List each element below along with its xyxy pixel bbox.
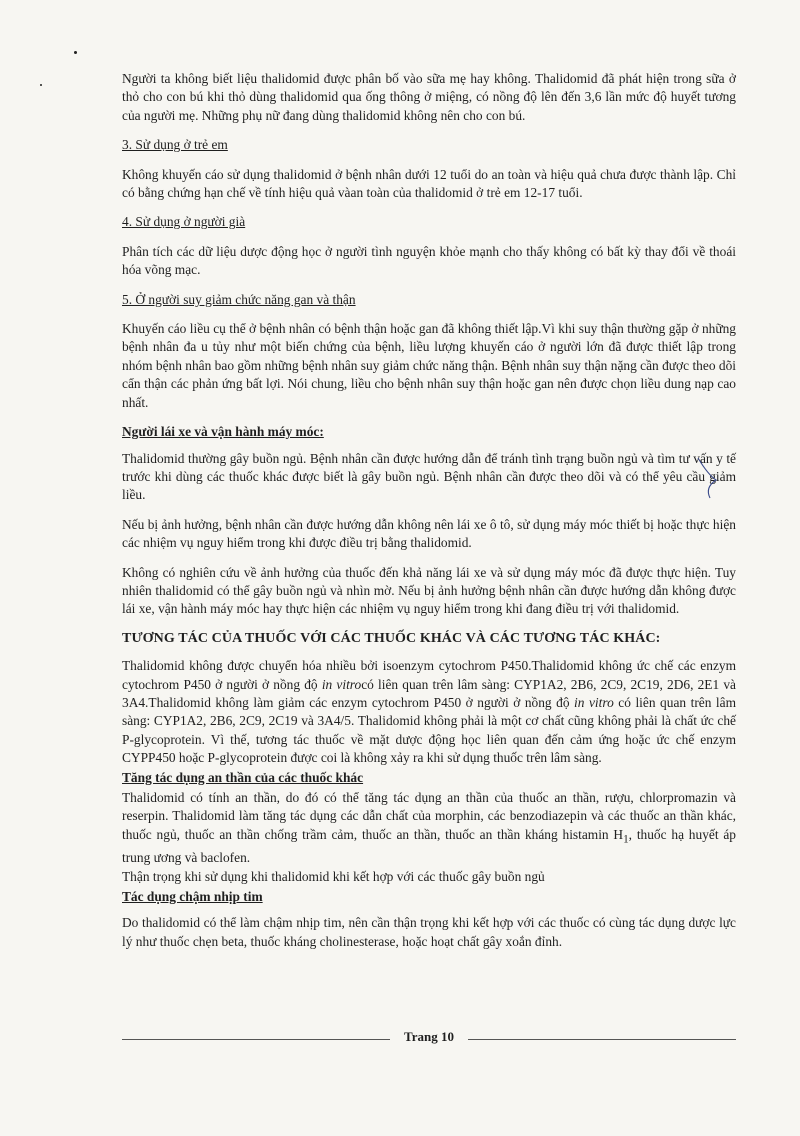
interactions-text-a: Thalidomid không được chuyển hóa nhiều bởi isoenzym cytochrom P450.Thalidomid không ức chế các enzym cytochrom P450 ở người ở nồng độ: [122, 658, 736, 692]
sedative-caution-paragraph: Thận trọng khi sử dụng khi thalidomid khi kết hợp với các thuốc gây buồn ngủ: [122, 869, 545, 885]
document-body: [122, 70, 736, 962]
driving-paragraph-3: Không có nghiên cứu về ảnh hưởng của thuốc đến khả năng lái xe và sử dụng máy móc đã được thực hiện. Tuy nhiên thalidomid có thể gây buồn ngủ và nhìn mờ. Nếu bị ảnh hưởng bệnh nhân cần được hướng dẫn không được lái xe, vận hành máy móc hay thực hiện các nhiệm vụ nguy hiểm trong khi đang điều trị với thalidomid.: [122, 564, 736, 617]
interactions-italic-2: in vitro: [574, 694, 614, 710]
driving-paragraph-1: Thalidomid thường gây buồn ngủ. Bệnh nhân cần được hướng dẫn để tránh tình trạng buồn ngủ và tìm tư vấn y tế trước khi dùng các thuốc khác được biết là gây buồn ngủ. Bệnh nhân cần được theo dõi và có thể yêu cầu giảm liều.: [122, 450, 736, 503]
section-heading-bradycardia: Tác dụng chậm nhịp tim: [122, 888, 263, 904]
elderly-paragraph: Phân tích các dữ liệu dược động học ở người tình nguyện khỏe mạnh cho thấy không có bất kỳ thay đổi về thoái hóa võng mạc.: [122, 243, 736, 278]
section-heading-interactions: TƯƠNG TÁC CỦA THUỐC VỚI CÁC THUỐC KHÁC VÀ CÁC TƯƠNG TÁC KHÁC:: [122, 630, 661, 646]
sedative-text-a: Thalidomid có tính an thần, do đó có thể tăng tác dụng an thần của thuốc an thần, rượu, chlorpromazin và reserpin. Thalidomid làm tăng tác dụng các dẫn chất của morphin, các benzodiazepin và các thuốc an thần khác, thuốc ngủ, thuốc an thần chống trầm cảm, thuốc an thần, thuốc an thần kháng histamin H: [122, 790, 736, 842]
footer-rule-right: [468, 1039, 736, 1040]
interactions-italic-1: in vitro: [321, 676, 362, 692]
scan-speck: [74, 51, 77, 54]
pen-annotation-icon: [694, 454, 728, 504]
page-number: Trang 10: [404, 1029, 454, 1044]
interactions-paragraph: [122, 657, 736, 767]
driving-paragraph-2: Nếu bị ảnh hưởng, bệnh nhân cần được hướng dẫn không nên lái xe ô tô, sử dụng máy móc thiết bị hoặc thực hiện các nhiệm vụ nguy hiểm trong khi được điều trị bằng thalidomid.: [122, 516, 736, 551]
children-paragraph: Không khuyến cáo sử dụng thalidomid ở bệnh nhân dưới 12 tuổi do an toàn và hiệu quả chưa được thành lập. Chỉ có bằng chứng hạn chế về tính hiệu quả vàan toàn của thalidomid ở trẻ em 12-17 tuổi.: [122, 166, 736, 201]
section-heading-children: 3. Sử dụng ở trẻ em: [122, 137, 228, 153]
sedative-subscript: 1: [623, 833, 629, 846]
interactions-text-b: có liên quan trên lâm sàng: CYP1A2, 2B6, 2C9, 2C19, 2D6, 2E1 và 3A4.Thalidomid không làm giảm các enzym cytochrom P450 ở người ở nồng độ: [122, 676, 736, 710]
section-heading-renal-hepatic: 5. Ở người suy giảm chức năng gan và thận: [122, 291, 356, 307]
footer-rule-left: [122, 1039, 390, 1040]
scan-speck: [40, 84, 42, 86]
sedative-paragraph: [122, 789, 736, 867]
sedative-text-b: , thuốc hạ huyết áp trung ương và baclofen.: [122, 826, 736, 865]
section-heading-elderly: 4. Sử dụng ở người già: [122, 214, 246, 230]
breastfeeding-paragraph: Người ta không biết liệu thalidomid được phân bố vào sữa mẹ hay không. Thalidomid đã phát hiện trong sữa ở thỏ cho con bú khi thỏ dùng thalidomid qua ống thông ở miệng, có nồng độ lên đến 3,6 lần mức độ huyết tương của người mẹ. Những phụ nữ đang dùng thalidomid không nên cho con bú.: [122, 71, 736, 123]
renal-hepatic-paragraph: Khuyến cáo liều cụ thể ở bệnh nhân có bệnh thận hoặc gan đã không thiết lập.Vì khi suy thận thường gặp ở những bệnh nhân đa u tủy như một biến chứng của bệnh, liều lượng khuyến cáo ở người lớn đã được thiết lập trong nhóm bệnh nhân bao gồm những bệnh nhân suy giảm chức năng thận. Bệnh nhân suy thận nặng cần được theo dõi cẩn thận các phản ứng bất lợi. Nói chung, liều cho bệnh nhân suy thận hoặc gan nên được chọn liều dung nạp cao nhất.: [122, 321, 736, 410]
section-heading-sedative: Tăng tác dụng an thần của các thuốc khác: [122, 769, 364, 785]
page-footer: [122, 1029, 736, 1049]
interactions-text-c: có liên quan trên lâm sàng: CYP1A2, 2B6, 2C9, 2C19 và 3A4/5. Thalidomid không phải là một cơ chất cũng không phải là chất ức chế P-glycoprotein. Vì thế, tương tác thuốc về mặt dược động học liên quan đến cảm ứng hoặc ức chế enzym CYPP450 hoặc P-glycoprotein được coi là không xảy ra khi sử dụng thuốc trên lâm sàng.: [122, 694, 737, 766]
section-heading-driving: Người lái xe và vận hành máy móc:: [122, 424, 324, 440]
bradycardia-paragraph: Do thalidomid có thể làm chậm nhịp tim, nên cần thận trọng khi kết hợp với các thuốc có cùng tác dụng dược lực lý như thuốc chẹn beta, thuốc kháng cholinesterase, hoặc hoạt chất gây xoắn đỉnh.: [122, 915, 736, 949]
